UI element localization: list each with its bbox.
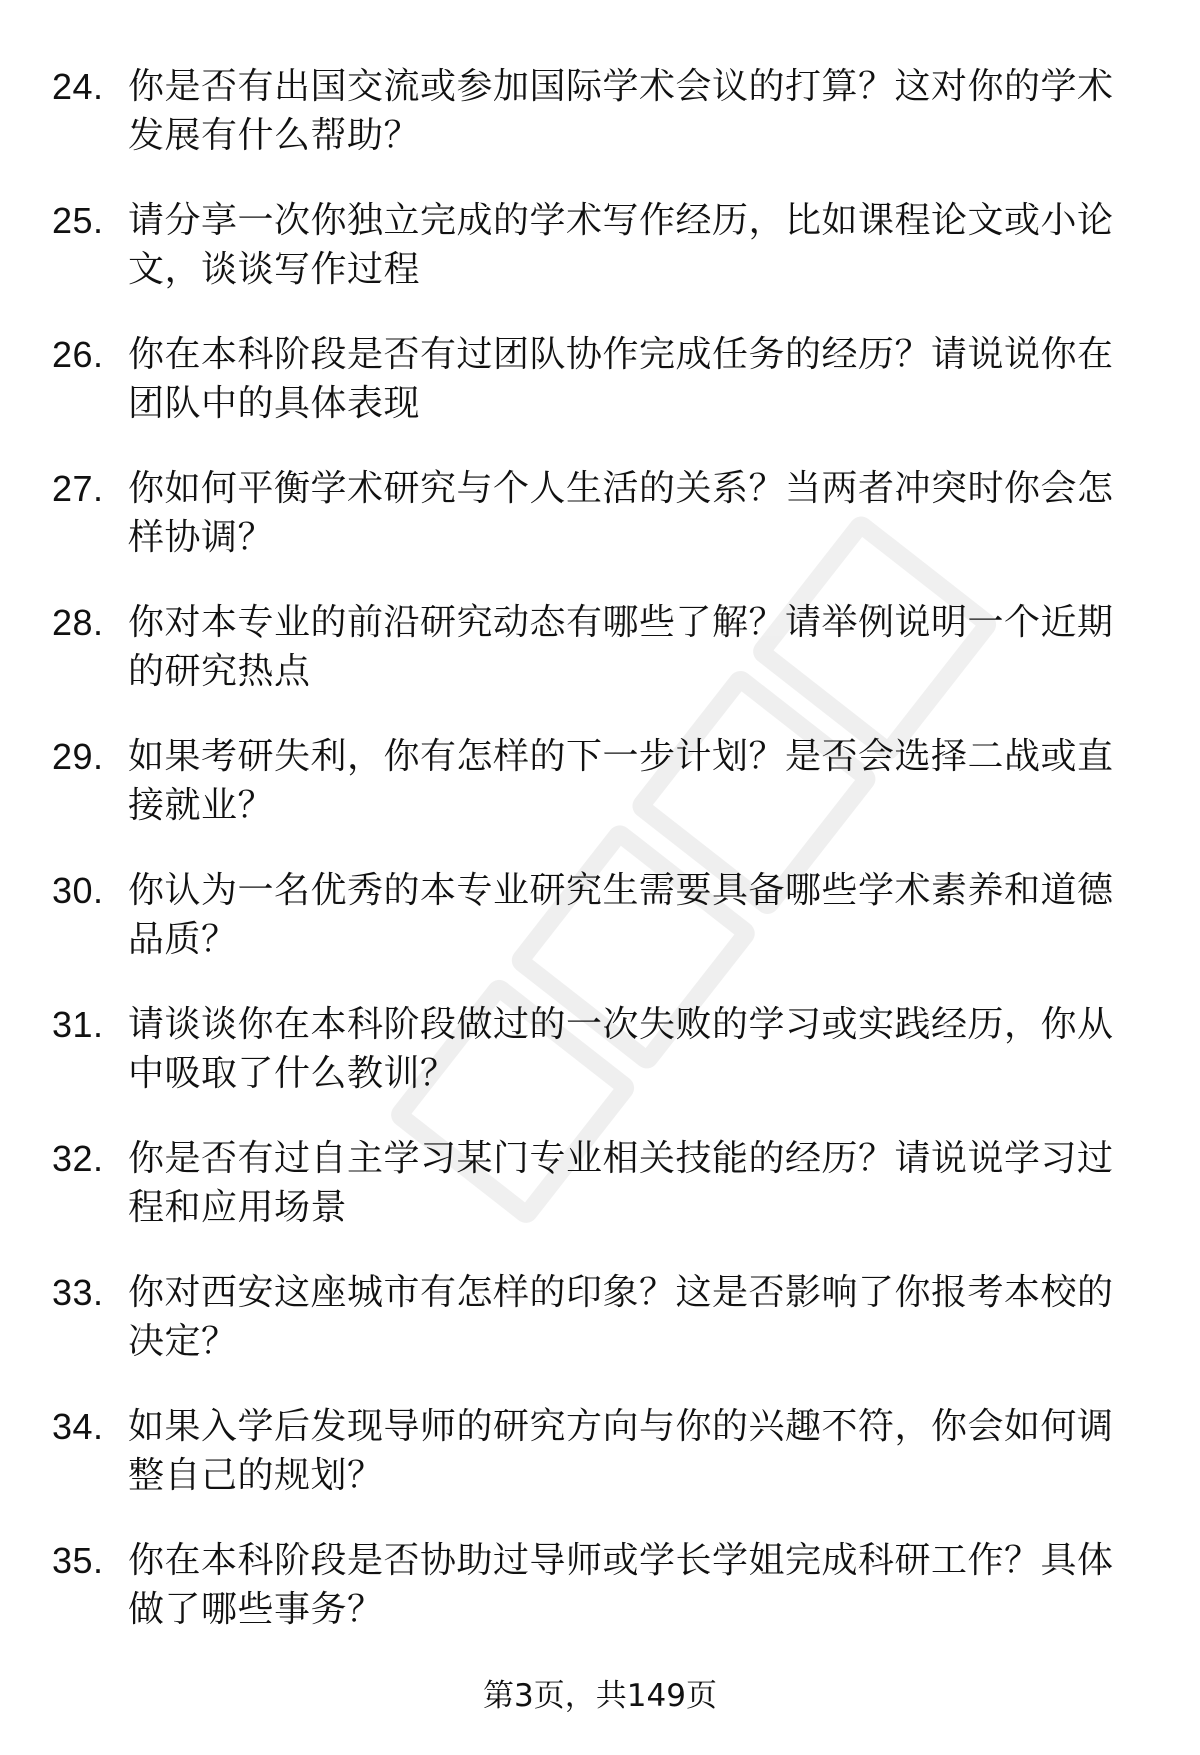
question-text: 你对西安这座城市有怎样的印象？这是否影响了你报考本校的决定？ <box>128 1272 1114 1362</box>
question-number: 35. <box>52 1540 104 1581</box>
question-text: 你是否有出国交流或参加国际学术会议的打算？这对你的学术发展有什么帮助？ <box>128 66 1114 156</box>
question-item <box>52 196 1142 294</box>
question-text: 你对本专业的前沿研究动态有哪些了解？请举例说明一个近期的研究热点 <box>128 602 1114 692</box>
question-item <box>52 866 1142 964</box>
question-list <box>52 62 1142 1670</box>
question-item <box>52 598 1142 696</box>
question-number: 33. <box>52 1272 104 1313</box>
question-text: 你认为一名优秀的本专业研究生需要具备哪些学术素养和道德品质？ <box>128 870 1114 960</box>
question-number: 29. <box>52 736 104 777</box>
question-number: 25. <box>52 200 104 241</box>
question-number: 28. <box>52 602 104 643</box>
page-number-footer: 第3页，共149页 <box>483 1678 717 1714</box>
question-text: 请谈谈你在本科阶段做过的一次失败的学习或实践经历，你从中吸取了什么教训？ <box>128 1004 1114 1094</box>
question-number: 32. <box>52 1138 104 1179</box>
question-item <box>52 330 1142 428</box>
question-number: 24. <box>52 66 104 107</box>
question-item <box>52 1536 1142 1634</box>
question-item <box>52 732 1142 830</box>
question-number: 30. <box>52 870 104 911</box>
question-text: 你在本科阶段是否协助过导师或学长学姐完成科研工作？具体做了哪些事务？ <box>128 1540 1114 1630</box>
question-text: 你如何平衡学术研究与个人生活的关系？当两者冲突时你会怎样协调？ <box>128 468 1114 558</box>
question-text: 如果入学后发现导师的研究方向与你的兴趣不符，你会如何调整自己的规划？ <box>128 1406 1114 1496</box>
question-number: 26. <box>52 334 104 375</box>
question-text: 你是否有过自主学习某门专业相关技能的经历？请说说学习过程和应用场景 <box>128 1138 1114 1228</box>
question-item <box>52 464 1142 562</box>
question-text: 你在本科阶段是否有过团队协作完成任务的经历？请说说你在团队中的具体表现 <box>128 334 1114 424</box>
question-item <box>52 1134 1142 1232</box>
question-number: 34. <box>52 1406 104 1447</box>
question-text: 如果考研失利，你有怎样的下一步计划？是否会选择二战或直接就业？ <box>128 736 1114 826</box>
question-number: 27. <box>52 468 104 509</box>
question-item <box>52 1000 1142 1098</box>
question-text: 请分享一次你独立完成的学术写作经历，比如课程论文或小论文，谈谈写作过程 <box>128 200 1114 290</box>
question-item <box>52 1268 1142 1366</box>
question-number: 31. <box>52 1004 104 1045</box>
question-item <box>52 62 1142 160</box>
question-item <box>52 1402 1142 1500</box>
